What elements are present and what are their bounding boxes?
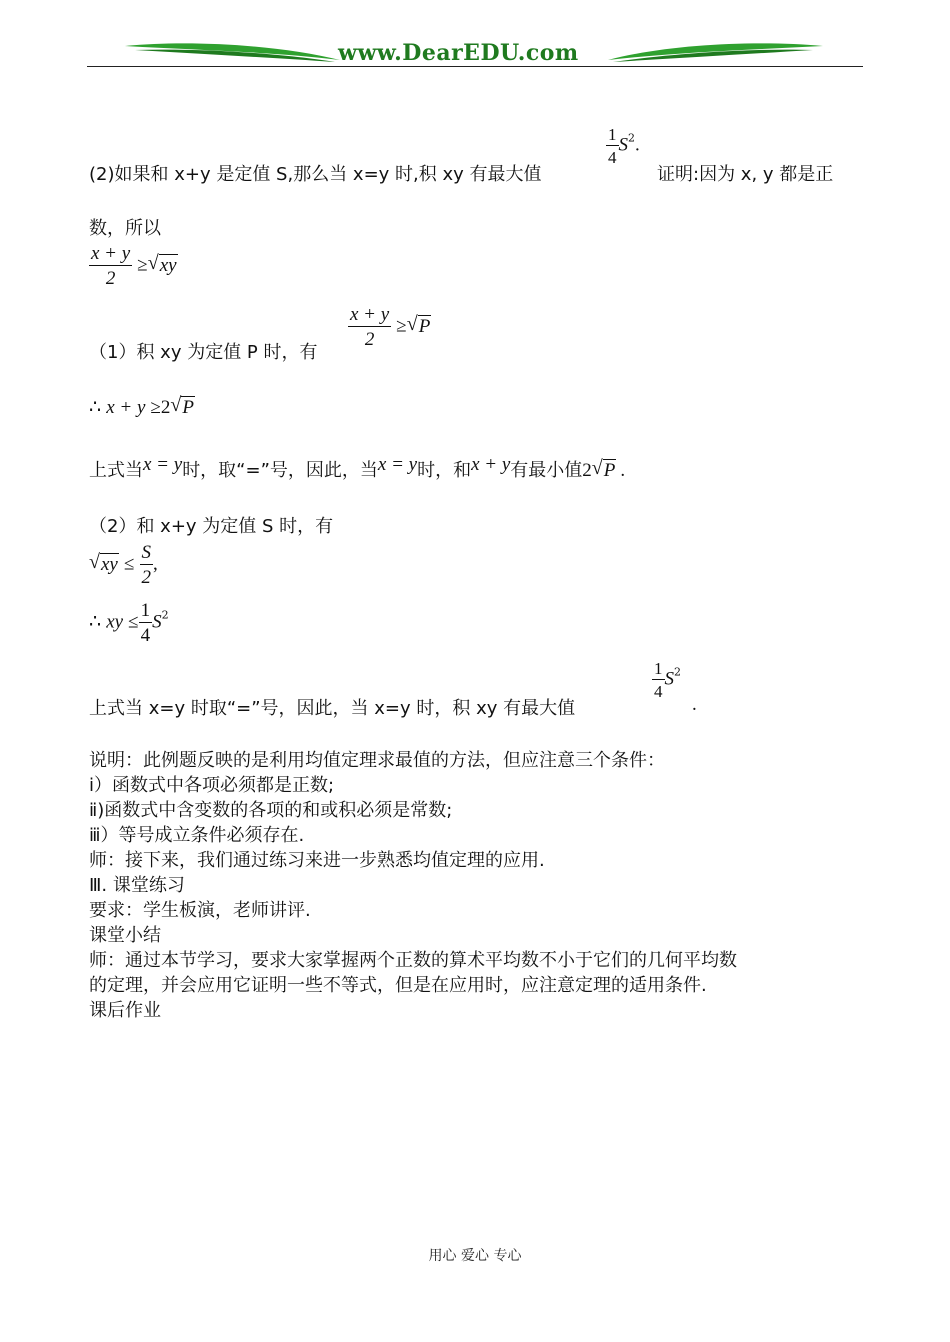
- site-logo-text: www.DearEDU.com: [338, 40, 579, 66]
- condition-ii: ⅱ)函数式中含变数的各项的和或积必须是常数;: [89, 800, 453, 821]
- paragraph-line2: 数，所以: [89, 218, 161, 239]
- paragraph-line1-suffix: 证明:因为 x, y 都是正: [657, 164, 834, 185]
- sqrt-p: √ P: [406, 312, 431, 337]
- teacher-summary-line-1: 师：通过本节学习，要求大家掌握两个正数的算术平均数不小于它们的几何平均数: [89, 950, 737, 971]
- paragraph-block: [89, 748, 869, 1023]
- condition-i: ⅰ）函数式中各项必须都是正数;: [89, 775, 335, 796]
- max-value-expression-1: $\frac{1}{4}$ $S^2$.: [608, 125, 640, 167]
- header-rule: [87, 66, 863, 67]
- note-line: 说明：此例题反映的是利用均值定理求最值的方法，但应注意三个条件：: [89, 750, 665, 771]
- equality-condition-line2: 上式当 x=y 时取“=”号，因此，当 x=y 时，积 xy 有最大值: [89, 698, 576, 719]
- case1-inequality: $\frac{x + y}{2}$ ≥ √ P: [350, 304, 431, 350]
- max-value-expression-2: $\frac{1}{4}$ $S^2$: [654, 659, 681, 701]
- teacher-summary-line-2: 的定理，并会应用它证明一些不等式，但是在应用时，应注意定理的适用条件.: [89, 975, 707, 996]
- paragraph-line1-prefix: (2)如果和 x+y 是定值 S,那么当 x=y 时,积 xy 有最大值: [89, 164, 542, 185]
- fraction-one-quarter: $\frac{1}{4}$: [608, 125, 617, 167]
- header-swoosh-right: [608, 38, 823, 68]
- section-heading-practice: Ⅲ. 课堂练习: [89, 875, 185, 896]
- condition-iii: ⅲ）等号成立条件必须存在.: [89, 825, 305, 846]
- teacher-line-1: 师：接下来，我们通过练习来进一步熟悉均值定理的应用.: [89, 850, 545, 871]
- header-swoosh-left: [125, 38, 340, 68]
- fraction-sum-over-two: $\frac{x + y}{2}$: [91, 243, 131, 289]
- sqrt-xy: √ xy: [147, 251, 177, 276]
- therefore-product-inequality: ∴ xy ≤ $\frac{1}{4}$ $S^2$: [89, 600, 169, 646]
- sqrt-xy-inequality: √ xy ≤ $\frac{S}{2}$ ,: [89, 542, 158, 588]
- page-footer: 用心 爱心 专心: [428, 1248, 522, 1264]
- section-heading-homework: 课后作业: [89, 1000, 161, 1021]
- requirement-line: 要求：学生板演，老师讲评.: [89, 900, 311, 921]
- section-heading-summary: 课堂小结: [89, 925, 161, 946]
- am-gm-inequality: $\frac{x + y}{2}$ ≥ √ xy: [91, 243, 177, 289]
- therefore-sum-inequality: ∴ x + y ≥2 √ P: [89, 394, 195, 418]
- case2-text: （2）和 x+y 为定值 S 时，有: [89, 516, 334, 537]
- equality-condition-line1: 上式当x = y时，取“=”号，因此，当x = y时，和x + y有最小值2 √ P .: [89, 454, 626, 481]
- equality-line2-period: .: [692, 694, 697, 715]
- case1-text: （1）积 xy 为定值 P 时，有: [89, 342, 318, 363]
